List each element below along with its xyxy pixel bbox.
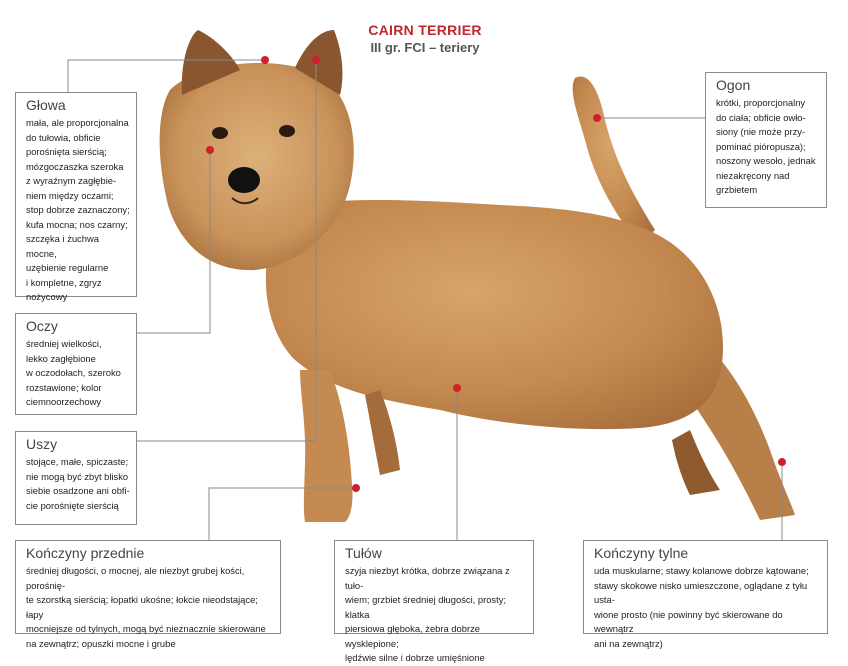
callout-text: średniej wielkości, lekko zagłębione w oczodołach, szeroko rozstawione; kolor ciemnoorzechowy	[26, 338, 121, 407]
callout-text: szyja niezbyt krótka, dobrze związana z tuło- wiem; grzbiet średniej długości, prosty; klatka piersiowa głęboka, żebra dobrze wysklepione; lędźwie silne i dobrze umięśnione	[345, 565, 510, 663]
dog-front-leg-inner	[365, 390, 400, 475]
callout-text: średniej długości, o mocnej, ale niezbyt grubej kości, porośnię- te szorstką sierścią; łopatki ukośne; łokcie nieodstające; łapy mocniejsze od tylnych, mogą być nieznacznie skierowane na zewnątrz; opuszki mocne i grube	[26, 565, 266, 649]
callout-text: stojące, małe, spiczaste; nie mogą być zbyt blisko siebie osadzone ani obfi- cie porośnięte sierścią	[26, 456, 130, 511]
callout-tulow	[334, 540, 534, 663]
callout-heading: Tułów	[345, 545, 382, 561]
callout-heading: Ogon	[716, 77, 751, 93]
callout-ogon	[705, 72, 827, 208]
diagram-header	[330, 22, 520, 55]
dog-front-leg	[300, 370, 353, 522]
dog-left-eye	[212, 127, 228, 139]
marker-hind-leg	[778, 458, 786, 466]
marker-body	[453, 384, 461, 392]
callout-text: mała, ale proporcjonalna do tułowia, obficie porośnięta sierścią; mózgoczaszka szeroka z wyraźnym zagłębie- niem między oczami; stop dobrze zaznaczony; kufa mocna; nos czarny; szczęka i żuchwa mocne, uzębienie regularne i kompletne, zgryz nożycowy	[26, 117, 130, 302]
diagram-subtitle: III gr. FCI – teriery	[370, 40, 480, 55]
dog-illustration	[160, 30, 795, 522]
callout-uszy	[15, 431, 137, 525]
marker-ear	[312, 56, 320, 64]
marker-eye	[206, 146, 214, 154]
callout-oczy	[15, 313, 137, 415]
callout-text: krótki, proporcjonalny do ciała; obficie owło- siony (nie może przy- pominać pióropusza); noszony wesoło, jednak niezakręcony nad grzbietem	[716, 97, 816, 195]
dog-hind-leg-back	[672, 430, 720, 495]
diagram-title: CAIRN TERRIER	[368, 22, 482, 38]
callout-konczyny-przednie	[15, 540, 281, 649]
callout-heading: Głowa	[26, 97, 66, 113]
callout-text: uda muskularne; stawy kolanowe dobrze kątowane; stawy skokowe nisko umieszczone, oglądane z tyłu usta- wione prosto (nie powinny być skierowane do wewnątrz ani na zewnątrz)	[594, 565, 809, 649]
callout-heading: Oczy	[26, 318, 58, 334]
callout-heading: Uszy	[26, 436, 58, 452]
callout-konczyny-tylne	[583, 540, 828, 649]
marker-tail	[593, 114, 601, 122]
dog-nose	[228, 167, 260, 193]
callout-glowa	[15, 92, 137, 302]
dog-right-eye	[279, 125, 295, 137]
marker-head	[261, 56, 269, 64]
callout-heading: Kończyny przednie	[26, 545, 145, 561]
marker-front-leg	[352, 484, 360, 492]
callout-heading: Kończyny tylne	[594, 545, 689, 561]
